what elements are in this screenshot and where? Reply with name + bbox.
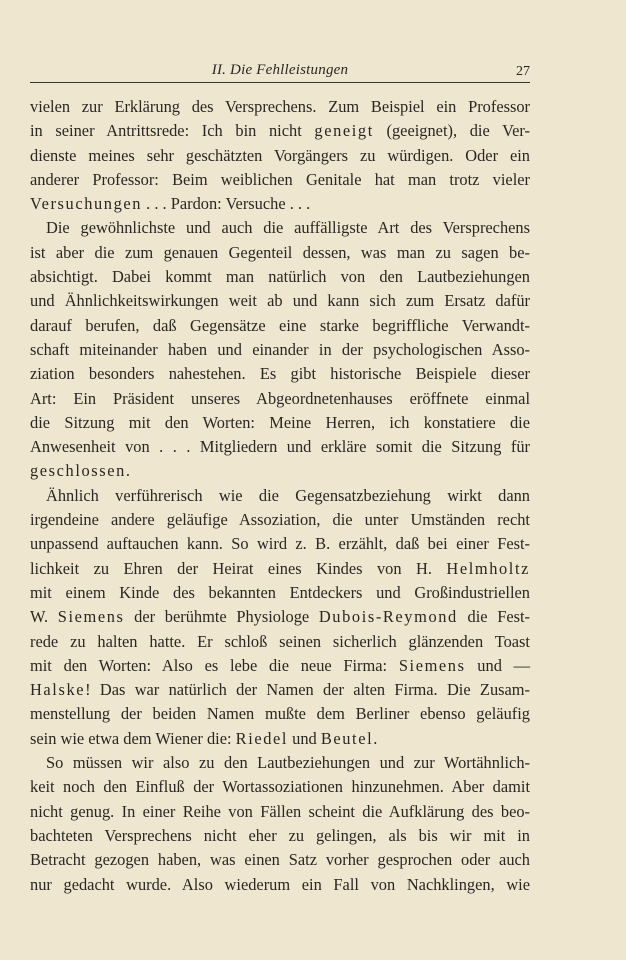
emphasized-word: geschlossen: [30, 461, 126, 481]
text-line: [30, 216, 530, 240]
text-run: die Sitzung mit den Worten: Meine Herren, ich konstatiere die: [30, 412, 530, 432]
text-line: [30, 289, 530, 313]
text-line: [30, 144, 530, 168]
text-run: Art: Ein Präsident unseres Abgeordnetenhauses eröffnete einmal: [30, 388, 530, 408]
emphasized-word: Siemens: [57, 607, 125, 627]
text-run: in seiner Antrittsrede: Ich bin nicht: [30, 121, 315, 141]
text-run: absichtigt. Dabei kommt man natürlich von den Lautbeziehungen: [30, 267, 530, 287]
text-line: [30, 435, 530, 459]
text-line: [30, 605, 530, 629]
text-line: [30, 192, 530, 216]
text-line: [30, 338, 530, 362]
text-line: [30, 727, 530, 751]
running-header: [30, 60, 530, 83]
text-line: [30, 824, 530, 848]
text-run: mit einem Kinde des bekannten Entdeckers und Großindustriellen: [30, 582, 530, 602]
text-run: und —: [465, 655, 531, 675]
text-run: sein wie etwa dem Wiener die:: [30, 728, 236, 748]
text-line: [30, 314, 530, 338]
text-line: [30, 168, 530, 192]
text-line: [30, 241, 530, 265]
text-run: der berühmte Physiologe: [124, 607, 319, 627]
text-line: [30, 848, 530, 872]
text-run: nur gedacht wurde. Also wiederum ein Fall von Nachklingen, wie: [30, 874, 530, 894]
text-run: unpassend auftauchen kann. So wird z. B. erzählt, daß bei einer Fest-: [30, 534, 530, 554]
text-run: nicht genug. In einer Reihe von Fällen scheint die Aufklärung des beo-: [30, 801, 530, 821]
text-line: [30, 362, 530, 386]
text-line: [30, 800, 530, 824]
text-run: ziation besonders nahestehen. Es gibt historische Beispiele dieser: [30, 364, 530, 384]
body-text: [30, 95, 530, 897]
page-number: 27: [516, 64, 530, 79]
text-run: Anwesenheit von . . . Mitgliedern und erkläre somit die Sitzung für: [30, 437, 530, 457]
text-run: bachteten Versprechens nicht eher zu gelingen, als bis wir mit in: [30, 825, 530, 845]
emphasized-word: Versuchungen: [30, 194, 143, 214]
emphasized-word: Halske: [30, 680, 86, 700]
text-line: [30, 119, 530, 143]
text-run: ! Das war natürlich der Namen der alten Firma. Die Zusam-: [85, 680, 530, 700]
emphasized-word: Siemens: [398, 655, 466, 675]
text-line: [30, 873, 530, 897]
text-line: [30, 95, 530, 119]
text-line: [30, 678, 530, 702]
emphasized-word: Riedel: [235, 728, 289, 748]
text-run: darauf berufen, daß Gegensätze eine starke begriffliche Verwandt-: [30, 315, 530, 335]
text-line: [30, 654, 530, 678]
text-run: und Ähnlichkeitswirkungen weit ab und kann sich zum Ersatz dafür: [30, 291, 530, 311]
text-line: [30, 751, 530, 775]
text-run: irgendeine andere geläufige Assoziation, die unter Umständen recht: [30, 510, 530, 530]
text-line: [30, 581, 530, 605]
text-line: [30, 508, 530, 532]
text-run: und: [288, 728, 321, 748]
emphasized-word: Helmholtz: [446, 558, 530, 578]
text-run: ist aber die zum genauen Gegenteil dessen, was man zu sagen be-: [30, 242, 530, 262]
text-run: lichkeit zu Ehren der Heirat eines Kindes von H.: [30, 558, 447, 578]
text-line: [30, 702, 530, 726]
text-run: W.: [30, 607, 58, 627]
text-run: die Fest-: [457, 607, 530, 627]
text-line: [30, 557, 530, 581]
text-run: Betracht gezogen haben, was einen Satz vorher gesprochen oder auch: [30, 850, 530, 870]
text-run: rede zu halten hatte. Er schloß seinen sicherlich glänzenden Toast: [30, 631, 530, 651]
chapter-title: II. Die Fehlleistungen: [211, 62, 349, 78]
text-line: [30, 411, 530, 435]
text-line: [30, 387, 530, 411]
text-line: [30, 459, 530, 483]
text-run: Ähnlich verführerisch wie die Gegensatzbeziehung wirkt dann: [46, 485, 530, 505]
text-line: [30, 484, 530, 508]
emphasized-word: Beutel: [320, 728, 374, 748]
text-line: [30, 532, 530, 556]
text-run: vielen zur Erklärung des Versprechens. Zum Beispiel ein Professor: [30, 97, 530, 116]
text-line: [30, 265, 530, 289]
text-run: Die gewöhnlichste und auch die auffälligste Art des Versprechens: [46, 218, 530, 238]
text-run: menstellung der beiden Namen mußte dem Berliner ebenso geläufig: [30, 704, 530, 724]
text-line: [30, 775, 530, 799]
text-run: dienste meines sehr geschätzten Vorgängers zu würdigen. Oder ein: [30, 145, 530, 165]
text-run: . . . Pardon: Versuche . . .: [142, 194, 311, 214]
text-run: .: [373, 728, 378, 748]
emphasized-word: geneigt: [314, 121, 374, 141]
text-run: keit noch den Einfluß der Wortassoziationen hinzunehmen. Aber damit: [30, 777, 530, 797]
text-run: (geeignet), die Ver-: [373, 121, 530, 141]
text-run: .: [125, 461, 131, 481]
text-line: [30, 630, 530, 654]
emphasized-word: Dubois-Reymond: [318, 607, 458, 627]
text-run: So müssen wir also zu den Lautbeziehungen und zur Wortähnlich-: [46, 753, 530, 773]
text-run: schaft miteinander haben und einander in der psychologischen Asso-: [30, 339, 530, 359]
text-run: anderer Professor: Beim weiblichen Genitale hat man trotz vieler: [30, 169, 530, 189]
text-run: mit den Worten: Also es lebe die neue Firma:: [30, 655, 399, 675]
